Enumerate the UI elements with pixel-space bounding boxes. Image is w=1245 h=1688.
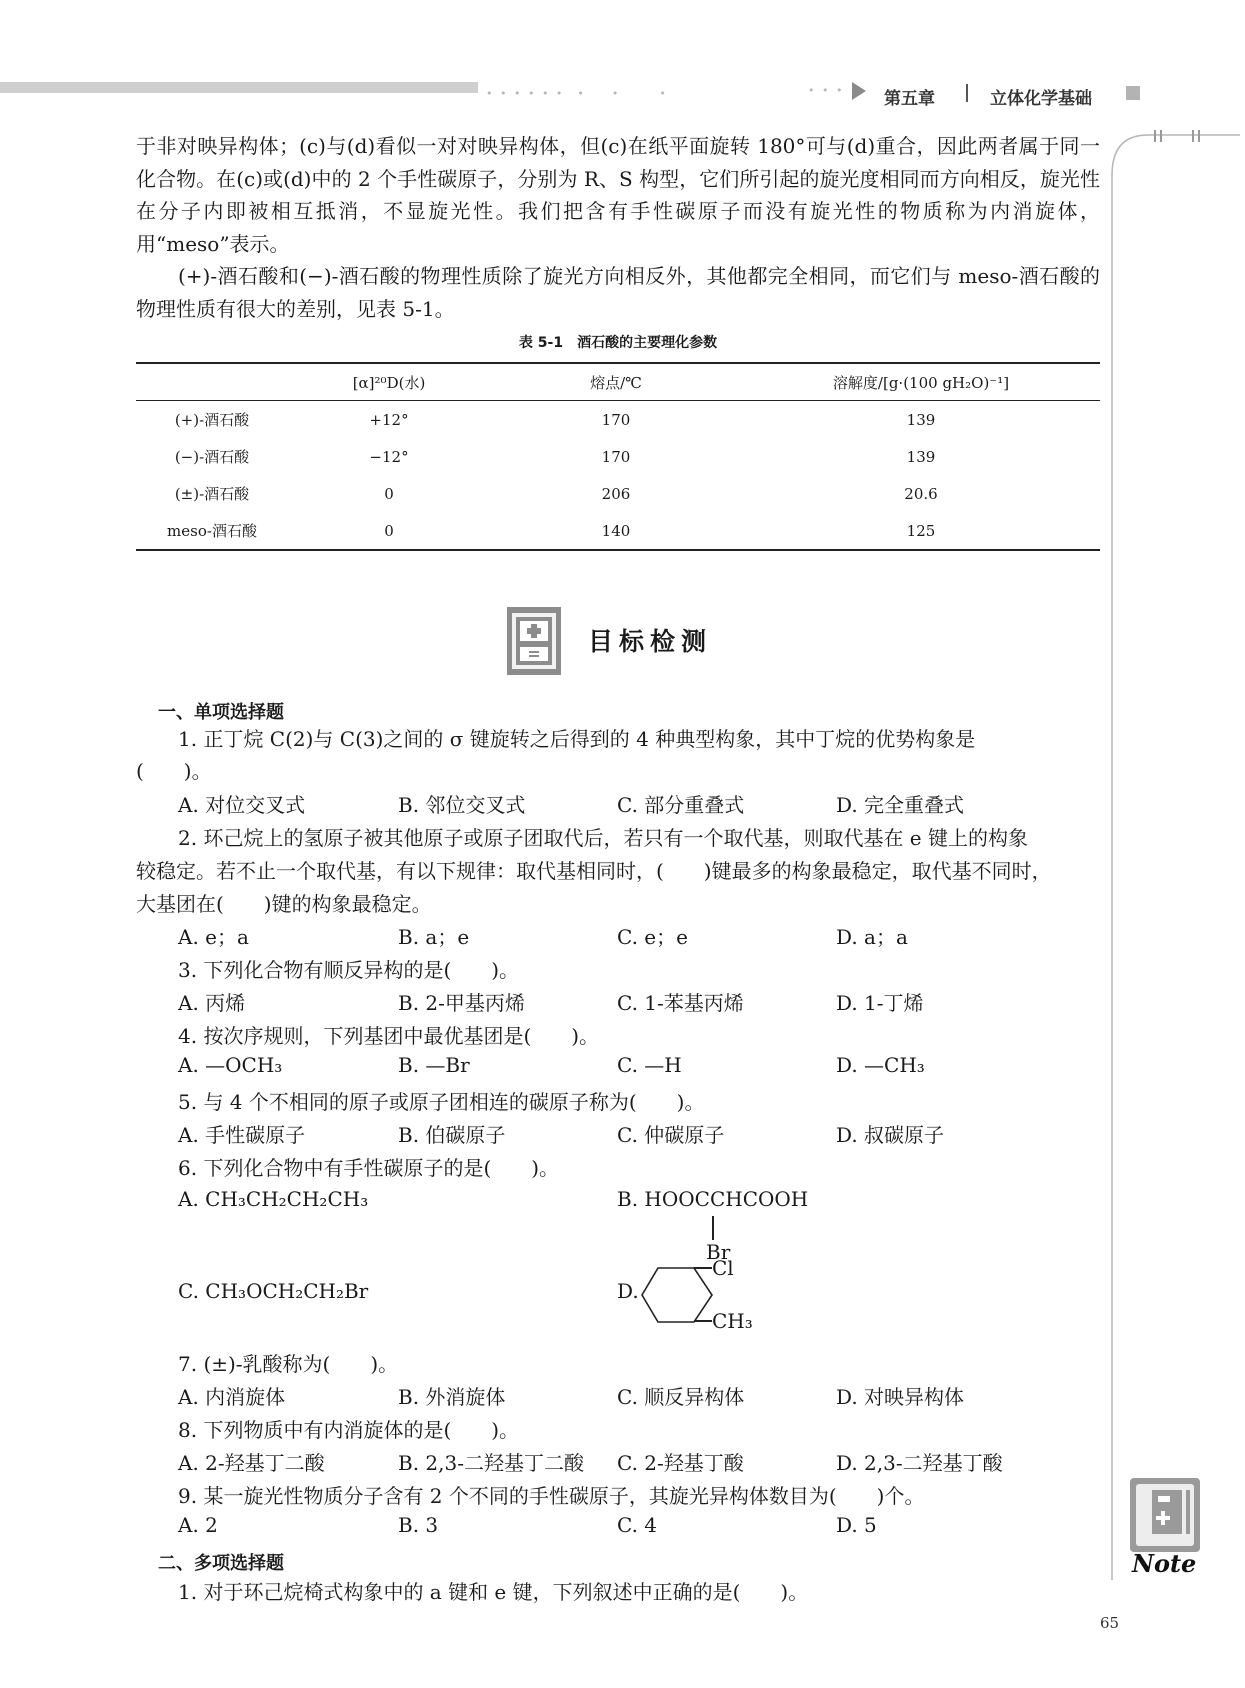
option-a[interactable]: A. 2-羟基丁二酸: [178, 1451, 325, 1475]
table-cell: meso-酒石酸: [136, 512, 288, 550]
medical-cabinet-icon: [505, 605, 563, 677]
header-square: [1126, 86, 1140, 100]
cyclohexane-ring: [640, 1262, 716, 1328]
option-d[interactable]: D. 完全重叠式: [836, 793, 965, 817]
option-b[interactable]: B. 2,3-二羟基丁二酸: [398, 1451, 584, 1475]
table-cell: −12°: [369, 447, 409, 466]
table-cell: 170: [601, 447, 631, 466]
chapter-label: 第五章: [884, 89, 935, 109]
option-d[interactable]: D. —CH₃: [836, 1053, 925, 1077]
header-arrow-icon: [852, 82, 866, 100]
table-row: [136, 401, 1100, 439]
question-text: ( )。: [136, 759, 212, 783]
option-b[interactable]: B. 伯碳原子: [398, 1123, 506, 1147]
option-b[interactable]: B. 外消旋体: [398, 1385, 506, 1409]
table-row: [136, 512, 1100, 550]
table-cell: (±)-酒石酸: [174, 485, 250, 503]
question-text: 4. 按次序规则，下列基团中最优基团是( )。: [178, 1024, 600, 1048]
option-d[interactable]: D. 对映异构体: [836, 1385, 965, 1409]
option-a[interactable]: A. 2: [178, 1513, 218, 1537]
question-text: 5. 与 4 个不相同的原子或原子团相连的碳原子称为( )。: [178, 1090, 705, 1114]
question-text: 大基团在( )键的构象最稳定。: [136, 892, 432, 916]
table-cell: 139: [906, 410, 936, 429]
option-b[interactable]: B. —Br: [398, 1053, 470, 1077]
question-text: 2. 环己烷上的氢原子被其他原子或原子团取代后，若只有一个取代基，则取代基在 e 键上的构象: [178, 826, 1028, 850]
table-cell: 20.6: [904, 484, 938, 503]
option-a[interactable]: A. 内消旋体: [178, 1385, 286, 1409]
table-header-cell: 溶解度/[g·(100 gH₂O)⁻¹]: [742, 363, 1100, 401]
option-c[interactable]: C. 2-羟基丁酸: [617, 1451, 744, 1475]
table-cell: 206: [601, 484, 631, 503]
bond-line: [694, 1267, 712, 1269]
option-c[interactable]: C. —H: [617, 1053, 682, 1077]
option-d[interactable]: D. 5: [836, 1513, 877, 1537]
table-cell: 0: [288, 512, 490, 550]
option-b[interactable]: B. HOOCCHCOOH: [617, 1187, 809, 1211]
table-cell: (−)-酒石酸: [174, 448, 250, 466]
table-header-cell: 熔点/℃: [490, 363, 742, 401]
table-row: [136, 475, 1100, 512]
header-dots: • • •: [808, 84, 845, 97]
option-a[interactable]: A. e；a: [178, 925, 249, 949]
option-c[interactable]: C. 部分重叠式: [617, 793, 745, 817]
option-d[interactable]: D. a；a: [836, 925, 908, 949]
option-d[interactable]: D. 1-丁烯: [836, 991, 924, 1015]
option-c[interactable]: C. 4: [617, 1513, 658, 1537]
bond-line: [694, 1320, 712, 1322]
table-caption: 表 5-1 酒石酸的主要理化参数: [518, 335, 718, 351]
section-heading: 二、多项选择题: [158, 1553, 284, 1574]
substituent-label: Br: [706, 1240, 731, 1264]
option-c[interactable]: C. e；e: [617, 925, 688, 949]
header-separator: [966, 84, 968, 102]
substituent-label: Cl: [712, 1256, 734, 1280]
option-c[interactable]: C. 1-苯基丙烯: [617, 991, 744, 1015]
question-text: 8. 下列物质中有内消旋体的是( )。: [178, 1418, 520, 1442]
option-d[interactable]: D. 2,3-二羟基丁酸: [836, 1451, 1003, 1475]
option-d[interactable]: D.: [617, 1279, 639, 1303]
table-cell: (+)-酒石酸: [174, 411, 250, 429]
question-text: 9. 某一旋光性物质分子含有 2 个不同的手性碳原子，其旋光异构体数目为( )个。: [178, 1484, 925, 1508]
question-text: 6. 下列化合物中有手性碳原子的是( )。: [178, 1156, 560, 1180]
question-text: 3. 下列化合物有顺反异构的是( )。: [178, 958, 520, 982]
question-text: 7. (±)-乳酸称为( )。: [178, 1352, 399, 1376]
question-text: 较稳定。若不止一个取代基，有以下规律：取代基相同时，( )键最多的构象最稳定，取代基不同时，: [136, 859, 1052, 883]
section-heading: 一、单项选择题: [158, 702, 284, 723]
table-cell: 139: [906, 447, 936, 466]
section-title: 目标检测: [588, 627, 713, 656]
header-dots: • • • • • • • • •: [486, 87, 668, 100]
table-cell: 0: [384, 484, 394, 503]
body-paragraph: 于非对映异构体；(c)与(d)看似一对对映异构体，但(c)在纸平面旋转 180°可与(d)重合，因此两者属于同一化合物。在(c)或(d)中的 2 个手性碳原子，分别为 R、S 构型，它们所引起的旋光度相同而方向相反，旋光性在分子内即被相互抵消，不显旋光性。我们把含有手性碳原子而没有旋光性的物质称为内消旋体，用“meso”表示。: [136, 134, 1100, 256]
note-icon: [1126, 1476, 1206, 1584]
table-header-cell: [α]²⁰D(水): [288, 363, 490, 401]
bond-line: [712, 1216, 714, 1240]
margin-decoration: [1100, 130, 1240, 1590]
question-text: 1. 正丁烷 C(2)与 C(3)之间的 σ 键旋转之后得到的 4 种典型构象，其中丁烷的优势构象是: [178, 727, 976, 751]
option-b[interactable]: B. 3: [398, 1513, 439, 1537]
option-a[interactable]: A. 手性碳原子: [178, 1123, 306, 1147]
body-paragraph: (+)-酒石酸和(−)-酒石酸的物理性质除了旋光方向相反外，其他都完全相同，而它们与 meso-酒石酸的物理性质有很大的差别，见表 5-1。: [136, 264, 1100, 321]
table-header-cell: [136, 363, 288, 401]
note-label: Note: [1132, 1549, 1197, 1578]
table-row: [136, 438, 1100, 475]
table-header-row: [136, 363, 1100, 401]
option-b[interactable]: B. 邻位交叉式: [398, 793, 526, 817]
table-cell: +12°: [369, 410, 409, 429]
option-c[interactable]: C. 顺反异构体: [617, 1385, 745, 1409]
option-a[interactable]: A. —OCH₃: [178, 1053, 283, 1077]
option-a[interactable]: A. 对位交叉式: [178, 793, 306, 817]
substituent-label: CH₃: [712, 1309, 753, 1333]
page-number: 65: [1100, 1614, 1120, 1632]
chapter-title: 立体化学基础: [990, 89, 1092, 109]
option-d[interactable]: D. 叔碳原子: [836, 1123, 945, 1147]
question-text: 1. 对于环己烷椅式构象中的 a 键和 e 键，下列叙述中正确的是( )。: [178, 1580, 809, 1604]
option-a[interactable]: A. 丙烯: [178, 991, 246, 1015]
option-c[interactable]: C. 仲碳原子: [617, 1123, 725, 1147]
table-cell: 125: [742, 512, 1100, 550]
option-b[interactable]: B. a；e: [398, 925, 470, 949]
option-a[interactable]: A. CH₃CH₂CH₂CH₃: [178, 1187, 369, 1211]
table-cell: 140: [490, 512, 742, 550]
option-c[interactable]: C. CH₃OCH₂CH₂Br: [178, 1279, 369, 1303]
option-b[interactable]: B. 2-甲基丙烯: [398, 991, 525, 1015]
table-cell: 170: [601, 410, 631, 429]
header-bar: [0, 82, 478, 93]
data-table: [136, 362, 1100, 551]
